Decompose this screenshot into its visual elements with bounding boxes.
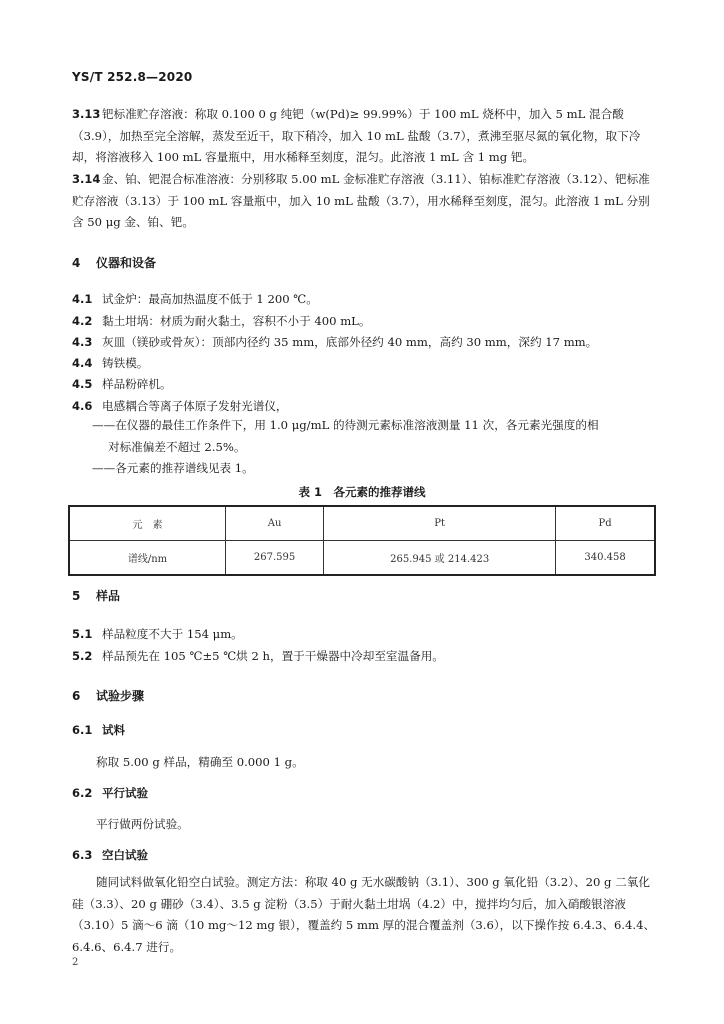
clause-4-6 xyxy=(72,398,662,414)
clause-number: 5.1 xyxy=(72,627,93,641)
subsection-6-3-heading xyxy=(72,847,148,863)
table-cell: 267.595 xyxy=(226,541,324,576)
table-row xyxy=(69,541,655,576)
dash-item-lines: ——各元素的推荐谱线见表 1。 xyxy=(92,461,254,475)
table-cell: 元 素 xyxy=(69,506,226,541)
subsection-title: 空白试验 xyxy=(102,848,148,862)
section-title: 仪器和设备 xyxy=(96,256,157,270)
section-6-heading xyxy=(72,687,144,704)
section-5-heading xyxy=(72,587,120,604)
clause-4-5 xyxy=(72,376,662,392)
subsection-number: 6.1 xyxy=(72,723,93,737)
clause-text: 铸铁模。 xyxy=(102,356,149,370)
clause-number: 4.6 xyxy=(72,399,93,413)
clause-text: 样品粒度不大于 154 μm。 xyxy=(102,627,243,641)
clause-number: 5.2 xyxy=(72,649,93,663)
clause-text: 样品粉碎机。 xyxy=(102,377,172,391)
subsection-number: 6.2 xyxy=(72,786,93,800)
dash-item-precision xyxy=(92,415,662,458)
subsection-6-2-text: 平行做两份试验。 xyxy=(96,817,189,831)
table-cell: 谱线/nm xyxy=(69,541,226,576)
clause-4-2 xyxy=(72,313,662,329)
table-cell: 340.458 xyxy=(556,541,655,576)
table-cell: 265.945 或 214.423 xyxy=(324,541,556,576)
clause-5-2 xyxy=(72,648,662,664)
clause-3-14 xyxy=(72,169,656,234)
clause-number: 4.2 xyxy=(72,314,93,328)
clause-text: 电感耦合等离子体原子发射光谱仪， xyxy=(102,399,288,413)
page-number: 2 xyxy=(72,957,79,968)
clause-3-13 xyxy=(72,104,656,169)
table-cell: Au xyxy=(226,506,324,541)
section-title: 试验步骤 xyxy=(96,689,145,703)
clause-number: 4.3 xyxy=(72,335,93,349)
clause-text: 灰皿（镁砂或骨灰）：顶部内径约 35 mm，底部外径约 40 mm，高约 30 mm，深约 17 mm。 xyxy=(102,335,598,349)
table-cell: Pd xyxy=(556,506,655,541)
clause-4-4 xyxy=(72,355,662,371)
clause-text: 样品预先在 105 ℃±5 ℃烘 2 h，置于干燥器中冷却至室温备用。 xyxy=(102,649,444,663)
table-cell: Pt xyxy=(324,506,556,541)
dash-line-continuation: 对标准偏差不超过 2.5%。 xyxy=(108,439,246,454)
table-header-row xyxy=(69,506,655,541)
clause-text: 钯标准贮存溶液：称取 0.100 0 g 纯钯（w(Pd)≥ 99.99%）于 100 mL 烧杯中，加入 5 mL 混合酸（3.9），加热至完全溶解，蒸发至近干，取下稍冷，加入 10 mL 盐酸（3.7），煮沸至驱尽氮的氧化物，取下冷却，将溶液移入 100 mL 容量瓶中，用水稀释至刻度，混匀。此溶液 1 mL 含 1 mg 钯。 xyxy=(72,107,641,164)
section-title: 样品 xyxy=(96,589,121,603)
clause-text: 金、铂、钯混合标准溶液：分别移取 5.00 mL 金标准贮存溶液（3.11）、铂标准贮存溶液（3.12）、钯标准贮存溶液（3.13）于 100 mL 容量瓶中，加入 10 mL 盐酸（3.7），用水稀释至刻度，混匀。此溶液 1 mL 分别含 50 μg 金、铂、钯。 xyxy=(72,172,650,229)
clause-number: 4.4 xyxy=(72,356,93,370)
standard-header: YS/T 252.8—2020 xyxy=(72,70,193,84)
clause-number: 3.13 xyxy=(72,107,101,121)
clause-text: 试金炉：最高加热温度不低于 1 200 ℃。 xyxy=(102,292,318,306)
clause-number: 4.1 xyxy=(72,292,93,306)
clause-number: 3.14 xyxy=(72,172,101,186)
section-number: 5 xyxy=(72,589,81,603)
clause-5-1 xyxy=(72,626,662,642)
spectral-lines-table xyxy=(68,505,656,576)
subsection-6-1-text: 称取 5.00 g 样品，精确至 0.000 1 g。 xyxy=(96,755,304,769)
clause-text: 黏土坩埚：材质为耐火黏土，容积不小于 400 mL。 xyxy=(102,314,371,328)
subsection-6-3-text: 随同试料做氧化铅空白试验。测定方法：称取 40 g 无水碳酸钠（3.1）、300 g 氧化铅（3.2）、20 g 二氧化硅（3.3）、20 g 硼砂（3.4）、3.5 g 淀粉（3.5）于耐火黏土坩埚（4.2）中，搅拌均匀后，加入硝酸银溶液（3.10）5 滴～6 滴（10 mg～12 mg 银），覆盖约 5 mm 厚的混合覆盖剂（3.6），以下操作按 6.4.3、6.4.4、6.4.6、6.4.7 进行。 xyxy=(72,875,656,954)
section-number: 6 xyxy=(72,689,81,703)
clause-4-3 xyxy=(72,334,662,350)
subsection-6-1-heading xyxy=(72,722,125,738)
clause-number: 4.5 xyxy=(72,377,93,391)
section-number: 4 xyxy=(72,256,81,270)
table-caption: 表 1 各元素的推荐谱线 xyxy=(298,485,426,499)
clause-4-1 xyxy=(72,291,662,307)
subsection-title: 平行试验 xyxy=(102,786,148,800)
dash-line: ——在仪器的最佳工作条件下，用 1.0 μg/mL 的待测元素标准溶液测量 11 次，各元素光强度的相 xyxy=(92,418,599,432)
section-4-heading xyxy=(72,254,156,271)
subsection-number: 6.3 xyxy=(72,848,93,862)
subsection-6-2-heading xyxy=(72,785,148,801)
subsection-title: 试料 xyxy=(102,723,125,737)
